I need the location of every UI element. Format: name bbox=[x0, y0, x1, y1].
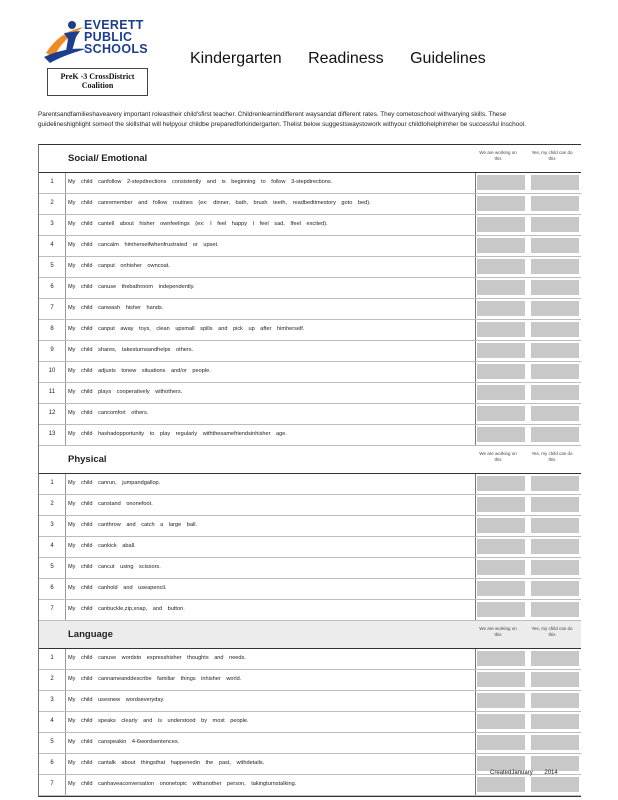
row-divider bbox=[65, 362, 66, 382]
item-number: 12 bbox=[48, 410, 56, 416]
checklist-row bbox=[39, 670, 581, 691]
row-divider bbox=[65, 474, 66, 494]
working-on-this-checkbox[interactable] bbox=[477, 539, 525, 554]
can-do-this-checkbox[interactable] bbox=[531, 539, 579, 554]
can-do-this-checkbox[interactable] bbox=[531, 280, 579, 295]
can-do-this-checkbox[interactable] bbox=[531, 497, 579, 512]
item-number: 6 bbox=[50, 284, 54, 290]
item-number: 8 bbox=[50, 326, 54, 332]
can-do-this-checkbox[interactable] bbox=[531, 581, 579, 596]
item-number: 3 bbox=[50, 697, 54, 703]
section-header bbox=[39, 621, 581, 649]
working-on-this-checkbox[interactable] bbox=[477, 343, 525, 358]
row-divider bbox=[65, 691, 66, 711]
item-text: My child canuse thebathroom independently. bbox=[68, 284, 195, 290]
column-divider bbox=[475, 649, 476, 669]
can-do-this-checkbox[interactable] bbox=[531, 406, 579, 421]
column-label-working: We are working on this bbox=[479, 150, 517, 161]
can-do-this-checkbox[interactable] bbox=[531, 672, 579, 687]
column-divider bbox=[475, 320, 476, 340]
working-on-this-checkbox[interactable] bbox=[477, 560, 525, 575]
item-number: 11 bbox=[48, 389, 56, 395]
working-on-this-checkbox[interactable] bbox=[477, 602, 525, 617]
can-do-this-checkbox[interactable] bbox=[531, 476, 579, 491]
can-do-this-checkbox[interactable] bbox=[531, 196, 579, 211]
working-on-this-checkbox[interactable] bbox=[477, 280, 525, 295]
column-divider bbox=[475, 425, 476, 445]
row-divider bbox=[65, 425, 66, 445]
checklist-row bbox=[39, 236, 581, 257]
column-divider bbox=[475, 733, 476, 753]
item-text: My child cankick aball. bbox=[68, 543, 136, 549]
row-divider bbox=[65, 649, 66, 669]
working-on-this-checkbox[interactable] bbox=[477, 735, 525, 750]
column-divider bbox=[475, 404, 476, 424]
item-number: 4 bbox=[50, 718, 54, 724]
checklist-row bbox=[39, 194, 581, 215]
coalition-box bbox=[47, 68, 148, 96]
row-divider bbox=[65, 215, 66, 235]
row-divider bbox=[65, 341, 66, 361]
checklist-row bbox=[39, 474, 581, 495]
item-number: 3 bbox=[50, 522, 54, 528]
item-text: My child usesnew wordseveryday. bbox=[68, 697, 165, 703]
working-on-this-checkbox[interactable] bbox=[477, 693, 525, 708]
checklist-row bbox=[39, 404, 581, 425]
checklist-row bbox=[39, 691, 581, 712]
column-divider bbox=[475, 236, 476, 256]
working-on-this-checkbox[interactable] bbox=[477, 196, 525, 211]
item-text: My child canput onhisher owncoat. bbox=[68, 263, 170, 269]
working-on-this-checkbox[interactable] bbox=[477, 301, 525, 316]
column-label-working: We are working on this bbox=[479, 626, 517, 637]
checklist-row bbox=[39, 600, 581, 621]
row-divider bbox=[65, 173, 66, 193]
item-text: My child cancomfort others. bbox=[68, 410, 149, 416]
readiness-checklist bbox=[38, 144, 581, 797]
column-divider bbox=[475, 299, 476, 319]
column-divider bbox=[475, 516, 476, 536]
coalition-line-2: Coalition bbox=[81, 81, 114, 90]
item-text: My child adjusts tonew situations and/or people. bbox=[68, 368, 211, 374]
column-divider bbox=[475, 173, 476, 193]
item-number: 4 bbox=[50, 242, 54, 248]
column-divider bbox=[475, 341, 476, 361]
item-number: 5 bbox=[50, 263, 54, 269]
checklist-row bbox=[39, 425, 581, 446]
item-number: 3 bbox=[50, 221, 54, 227]
working-on-this-checkbox[interactable] bbox=[477, 427, 525, 442]
checklist-row bbox=[39, 299, 581, 320]
item-text: My child canstand ononefoot. bbox=[68, 501, 153, 507]
working-on-this-checkbox[interactable] bbox=[477, 406, 525, 421]
can-do-this-checkbox[interactable] bbox=[531, 301, 579, 316]
can-do-this-checkbox[interactable] bbox=[531, 175, 579, 190]
can-do-this-checkbox[interactable] bbox=[531, 238, 579, 253]
working-on-this-checkbox[interactable] bbox=[477, 777, 525, 792]
item-text: My child canput away toys, clean upsmall spills and pick up after himherself. bbox=[68, 326, 305, 332]
working-on-this-checkbox[interactable] bbox=[477, 651, 525, 666]
working-on-this-checkbox[interactable] bbox=[477, 175, 525, 190]
column-divider bbox=[475, 775, 476, 795]
row-divider bbox=[65, 404, 66, 424]
checklist-row bbox=[39, 215, 581, 236]
working-on-this-checkbox[interactable] bbox=[477, 518, 525, 533]
can-do-this-checkbox[interactable] bbox=[531, 385, 579, 400]
checklist-row bbox=[39, 712, 581, 733]
row-divider bbox=[65, 299, 66, 319]
item-text: My child canspeakin 4-6wordsentences. bbox=[68, 739, 180, 745]
working-on-this-checkbox[interactable] bbox=[477, 217, 525, 232]
page-title: Kindergarten Readiness Guidelines bbox=[190, 50, 486, 67]
column-divider bbox=[475, 362, 476, 382]
item-number: 9 bbox=[50, 347, 54, 353]
column-divider bbox=[475, 691, 476, 711]
checklist-row bbox=[39, 558, 581, 579]
section-header bbox=[39, 145, 581, 173]
item-text: My child canremember and follow routines (ex: dinner, bath, brush teeth, readbedtimestory goto bed). bbox=[68, 200, 371, 206]
item-number: 2 bbox=[50, 501, 54, 507]
item-number: 4 bbox=[50, 543, 54, 549]
row-divider bbox=[65, 754, 66, 774]
item-text: My child canrun, jumpandgallop. bbox=[68, 480, 161, 486]
row-divider bbox=[65, 670, 66, 690]
can-do-this-checkbox[interactable] bbox=[531, 735, 579, 750]
column-divider bbox=[475, 579, 476, 599]
checklist-row bbox=[39, 733, 581, 754]
column-divider bbox=[475, 754, 476, 774]
working-on-this-checkbox[interactable] bbox=[477, 364, 525, 379]
checklist-row bbox=[39, 362, 581, 383]
created-date: CreatedJanuary 2014 bbox=[490, 770, 558, 776]
section-title: Social/ Emotional bbox=[68, 153, 148, 164]
column-divider bbox=[475, 278, 476, 298]
column-divider bbox=[475, 194, 476, 214]
row-divider bbox=[65, 194, 66, 214]
item-number: 1 bbox=[50, 655, 54, 661]
item-text: My child speaks clearly and is understood by most people. bbox=[68, 718, 249, 724]
working-on-this-checkbox[interactable] bbox=[477, 476, 525, 491]
item-number: 2 bbox=[50, 200, 54, 206]
can-do-this-checkbox[interactable] bbox=[531, 364, 579, 379]
can-do-this-checkbox[interactable] bbox=[531, 693, 579, 708]
checklist-row bbox=[39, 495, 581, 516]
can-do-this-checkbox[interactable] bbox=[531, 427, 579, 442]
row-divider bbox=[65, 733, 66, 753]
item-text: My child canfollow 2-stepdirections consistently and is beginning to follow 3-stepdirections. bbox=[68, 179, 333, 185]
row-divider bbox=[65, 516, 66, 536]
column-divider bbox=[475, 600, 476, 620]
column-label-can-do: Yes, my child can do this bbox=[531, 451, 573, 462]
item-number: 10 bbox=[48, 368, 56, 374]
can-do-this-checkbox[interactable] bbox=[531, 602, 579, 617]
row-divider bbox=[65, 320, 66, 340]
row-divider bbox=[65, 278, 66, 298]
checklist-row bbox=[39, 341, 581, 362]
can-do-this-checkbox[interactable] bbox=[531, 518, 579, 533]
row-divider bbox=[65, 600, 66, 620]
column-divider bbox=[475, 712, 476, 732]
row-divider bbox=[65, 383, 66, 403]
column-divider bbox=[475, 537, 476, 557]
item-number: 7 bbox=[50, 606, 54, 612]
item-number: 6 bbox=[50, 760, 54, 766]
checklist-row bbox=[39, 516, 581, 537]
item-text: My child canwash hisher hands. bbox=[68, 305, 164, 311]
working-on-this-checkbox[interactable] bbox=[477, 672, 525, 687]
row-divider bbox=[65, 712, 66, 732]
can-do-this-checkbox[interactable] bbox=[531, 777, 579, 792]
can-do-this-checkbox[interactable] bbox=[531, 714, 579, 729]
column-label-can-do: Yes, my child can do this bbox=[531, 150, 573, 161]
checklist-row bbox=[39, 278, 581, 299]
item-text: My child canhold and useapencil. bbox=[68, 585, 167, 591]
working-on-this-checkbox[interactable] bbox=[477, 756, 525, 771]
row-divider bbox=[65, 257, 66, 277]
coalition-line-1: PreK -3 CrossDistrict bbox=[60, 72, 135, 81]
item-number: 1 bbox=[50, 179, 54, 185]
logo-line: PUBLIC bbox=[84, 30, 133, 44]
working-on-this-checkbox[interactable] bbox=[477, 497, 525, 512]
item-number: 7 bbox=[50, 305, 54, 311]
checklist-row bbox=[39, 257, 581, 278]
can-do-this-checkbox[interactable] bbox=[531, 756, 579, 771]
working-on-this-checkbox[interactable] bbox=[477, 581, 525, 596]
item-text: My child cantalk about thingsthat happenedin the past, withdetails. bbox=[68, 760, 265, 766]
item-number: 13 bbox=[48, 431, 56, 437]
logo-line: SCHOOLS bbox=[84, 42, 148, 56]
section-header bbox=[39, 446, 581, 474]
item-number: 6 bbox=[50, 585, 54, 591]
item-text: My child cancut using scissors. bbox=[68, 564, 161, 570]
column-label-can-do: Yes, my child can do this bbox=[531, 626, 573, 637]
column-divider bbox=[475, 257, 476, 277]
row-divider bbox=[65, 579, 66, 599]
item-number: 5 bbox=[50, 564, 54, 570]
row-divider bbox=[65, 495, 66, 515]
column-divider bbox=[475, 215, 476, 235]
item-number: 5 bbox=[50, 739, 54, 745]
item-text: My child plays cooperatively withothers. bbox=[68, 389, 183, 395]
logo-line: EVERETT bbox=[84, 18, 144, 32]
item-number: 7 bbox=[50, 781, 54, 787]
working-on-this-checkbox[interactable] bbox=[477, 322, 525, 337]
working-on-this-checkbox[interactable] bbox=[477, 238, 525, 253]
checklist-row bbox=[39, 320, 581, 341]
can-do-this-checkbox[interactable] bbox=[531, 343, 579, 358]
item-number: 1 bbox=[50, 480, 54, 486]
column-divider bbox=[475, 670, 476, 690]
column-divider bbox=[475, 383, 476, 403]
item-text: My child canhaveaconversation ononetopic withanother person, takingturnstalking. bbox=[68, 781, 297, 787]
checklist-row bbox=[39, 537, 581, 558]
can-do-this-checkbox[interactable] bbox=[531, 560, 579, 575]
intro-paragraph: Parentsandfamilieshaveavery important roleastheir child'sfirst teacher. Childrenlearnindifferent waysandat different rates. They cometoschool withvarying skills. These guidelineshighlight someof the skillsthat will helpyour childbe preparedforkindergarten. Thelist below suggestswaystowork withyour childtohelphimher be successful inschool. bbox=[38, 111, 526, 128]
item-text: My child hashadopportunity to play regularly withthesamefriendsinhisher age. bbox=[68, 431, 287, 437]
can-do-this-checkbox[interactable] bbox=[531, 651, 579, 666]
row-divider bbox=[65, 558, 66, 578]
item-text: My child cancalm himherselfwhenfrustrated or upset. bbox=[68, 242, 219, 248]
can-do-this-checkbox[interactable] bbox=[531, 217, 579, 232]
column-divider bbox=[475, 495, 476, 515]
can-do-this-checkbox[interactable] bbox=[531, 322, 579, 337]
item-text: My child shares, takesturnsandhelps others. bbox=[68, 347, 194, 353]
row-divider bbox=[65, 537, 66, 557]
working-on-this-checkbox[interactable] bbox=[477, 385, 525, 400]
item-text: My child canthrow and catch a large ball. bbox=[68, 522, 198, 528]
item-text: My child canbuckle,zip,snap, and button. bbox=[68, 606, 185, 612]
row-divider bbox=[65, 236, 66, 256]
checklist-row bbox=[39, 579, 581, 600]
checklist-row bbox=[39, 775, 581, 796]
logo-wordmark bbox=[84, 19, 164, 55]
item-text: My child cannameanddescribe familiar things inhisher world. bbox=[68, 676, 242, 682]
working-on-this-checkbox[interactable] bbox=[477, 259, 525, 274]
item-text: My child canuse wordsto expresshisher thoughts and needs. bbox=[68, 655, 246, 661]
column-divider bbox=[475, 558, 476, 578]
column-divider bbox=[475, 474, 476, 494]
checklist-row bbox=[39, 173, 581, 194]
column-label-working: We are working on this bbox=[479, 451, 517, 462]
section-title: Language bbox=[68, 629, 113, 640]
section-title: Physical bbox=[68, 454, 107, 465]
checklist-row bbox=[39, 649, 581, 670]
row-divider bbox=[65, 775, 66, 795]
item-text: My child cantell about hisher ownfeelings (ex: I feel happy I feel sad, Ifeel excited). bbox=[68, 221, 328, 227]
checklist-row bbox=[39, 383, 581, 404]
item-number: 2 bbox=[50, 676, 54, 682]
working-on-this-checkbox[interactable] bbox=[477, 714, 525, 729]
can-do-this-checkbox[interactable] bbox=[531, 259, 579, 274]
